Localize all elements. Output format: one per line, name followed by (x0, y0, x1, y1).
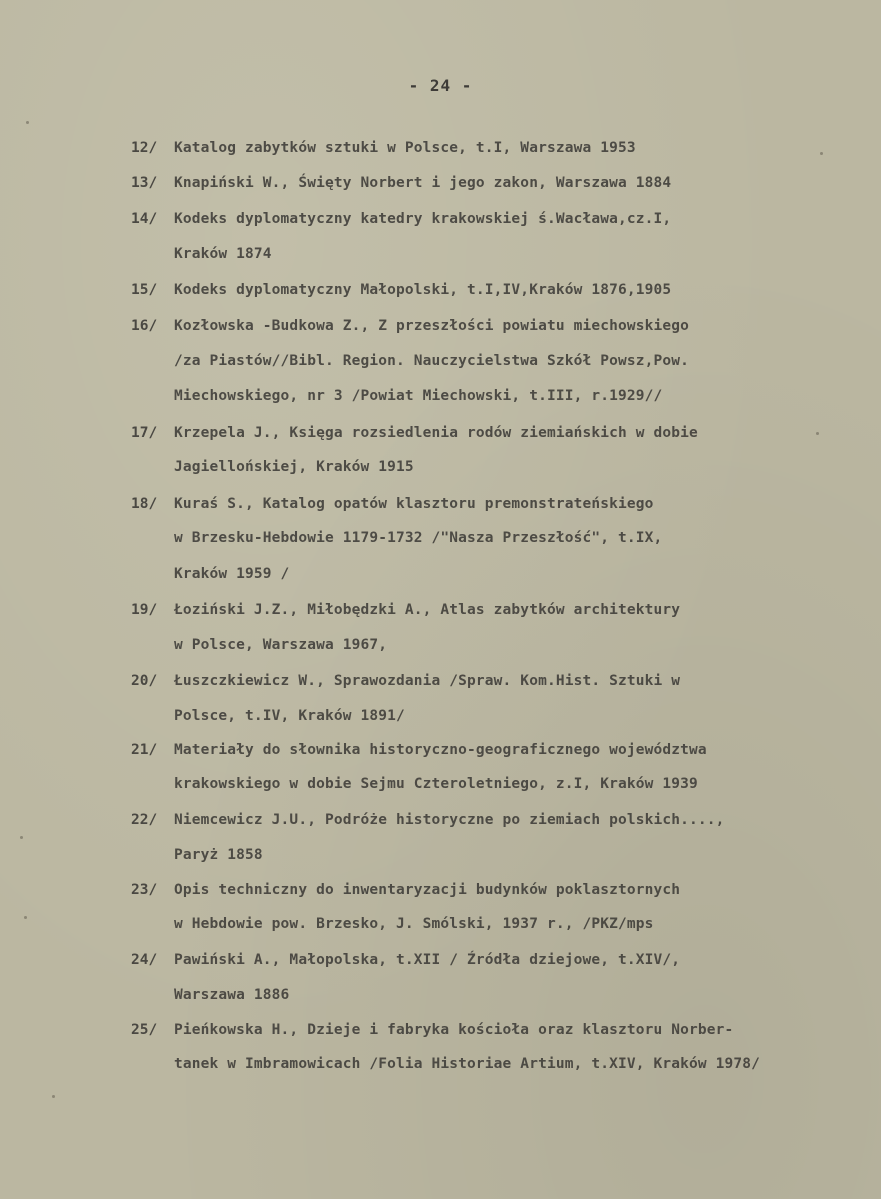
entry-number: 25/ (131, 1022, 158, 1038)
entry-text-line: Łoziński J.Z., Miłobędzki A., Atlas zabytków architektury (174, 602, 681, 618)
entry-text-line: Niemcewicz J.U., Podróże historyczne po ziemiach polskich...., (174, 812, 725, 828)
entry-text-line: Jagiellońskiej, Kraków 1915 (174, 459, 414, 475)
paper-speck (820, 152, 823, 155)
entry-number: 20/ (131, 673, 158, 689)
paper-speck (24, 916, 27, 919)
entry-text-line: /za Piastów//Bibl. Region. Nauczycielstwa Szkół Powsz,Pow. (174, 353, 690, 369)
entry-text-line: Warszawa 1886 (174, 987, 290, 1003)
entry-text-line: Kraków 1874 (174, 246, 272, 262)
entry-text-line: Kodeks dyplomatyczny Małopolski, t.I,IV,Kraków 1876,1905 (174, 282, 672, 298)
entry-text-line: Krzepela J., Księga rozsiedlenia rodów ziemiańskich w dobie (174, 425, 698, 441)
entry-text-line: w Hebdowie pow. Brzesko, J. Smólski, 1937 r., /PKZ/mps (174, 916, 654, 932)
entry-text-line: krakowskiego w dobie Sejmu Czteroletniego, z.I, Kraków 1939 (174, 776, 698, 792)
paper-speck (20, 836, 23, 839)
entry-number: 23/ (131, 882, 158, 898)
entry-text-line: Polsce, t.IV, Kraków 1891/ (174, 708, 405, 724)
entry-text-line: Katalog zabytków sztuki w Polsce, t.I, Warszawa 1953 (174, 140, 636, 156)
paper-speck (52, 1095, 55, 1098)
entry-number: 12/ (131, 140, 158, 156)
entry-number: 19/ (131, 602, 158, 618)
entry-text-line: Pieńkowska H., Dzieje i fabryka kościoła oraz klasztoru Norber- (174, 1022, 734, 1038)
entry-text-line: Knapiński W., Święty Norbert i jego zakon, Warszawa 1884 (174, 175, 672, 191)
entry-number: 16/ (131, 318, 158, 334)
entry-text-line: Łuszczkiewicz W., Sprawozdania /Spraw. Kom.Hist. Sztuki w (174, 673, 681, 689)
entry-number: 15/ (131, 282, 158, 298)
entry-text-line: w Polsce, Warszawa 1967, (174, 637, 388, 653)
page-number: - 24 - (408, 76, 473, 95)
entry-text-line: Materiały do słownika historyczno-geograficznego województwa (174, 742, 707, 758)
paper-speck (816, 432, 819, 435)
entry-text-line: Miechowskiego, nr 3 /Powiat Miechowski, t.III, r.1929// (174, 388, 663, 404)
entry-text-line: tanek w Imbramowicach /Folia Historiae Artium, t.XIV, Kraków 1978/ (174, 1056, 761, 1072)
entry-number: 17/ (131, 425, 158, 441)
entry-text-line: Kuraś S., Katalog opatów klasztoru premonstrateńskiego (174, 496, 654, 512)
entry-number: 18/ (131, 496, 158, 512)
entry-text-line: Kraków 1959 / (174, 566, 290, 582)
paper-speck (26, 121, 29, 124)
entry-number: 22/ (131, 812, 158, 828)
entry-text-line: Kozłowska -Budkowa Z., Z przeszłości powiatu miechowskiego (174, 318, 690, 334)
entry-text-line: Pawiński A., Małopolska, t.XII / Źródła dziejowe, t.XIV/, (174, 952, 681, 968)
entry-text-line: w Brzesku-Hebdowie 1179-1732 /"Nasza Przeszłość", t.IX, (174, 530, 663, 546)
entry-text-line: Kodeks dyplomatyczny katedry krakowskiej ś.Wacława,cz.I, (174, 211, 672, 227)
entry-text-line: Opis techniczny do inwentaryzacji budynków poklasztornych (174, 882, 681, 898)
entry-number: 14/ (131, 211, 158, 227)
entry-text-line: Paryż 1858 (174, 847, 263, 863)
entry-number: 13/ (131, 175, 158, 191)
entry-number: 21/ (131, 742, 158, 758)
entry-number: 24/ (131, 952, 158, 968)
